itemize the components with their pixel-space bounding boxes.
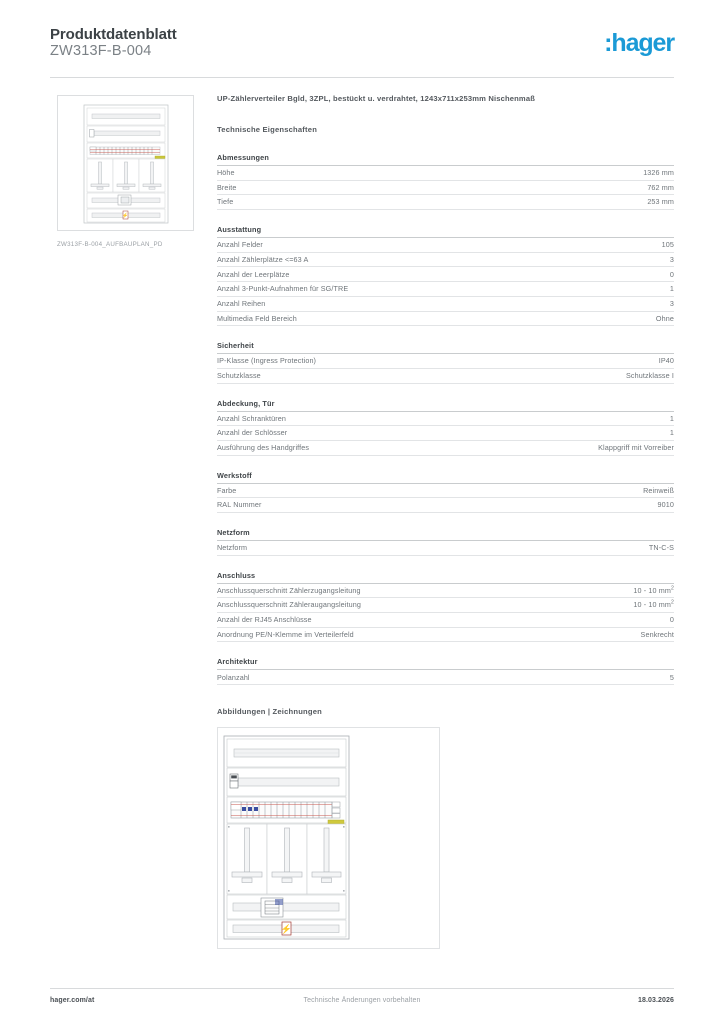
spec-value (633, 601, 674, 609)
spec-label: Anzahl Reihen (217, 298, 266, 308)
spec-value: 3 (669, 298, 674, 308)
spec-row (217, 354, 674, 369)
spec-label: Polanzahl (217, 672, 250, 682)
spec-section (217, 153, 674, 210)
page-header (50, 26, 674, 72)
spec-value: 1 (669, 428, 674, 438)
figure-drawing-svg (218, 728, 439, 948)
spec-row (217, 253, 674, 268)
spec-value-superscript: 2 (670, 600, 674, 607)
spec-label: Anzahl der Leerplätze (217, 269, 290, 279)
page-footer (50, 997, 674, 1011)
spec-label: Netzform (217, 543, 248, 553)
svg-text:⚡: ⚡ (280, 924, 293, 935)
spec-row (217, 628, 674, 643)
thumbnail-caption: ZW313F-B-004_AUFBAUPLAN_PD (57, 241, 163, 248)
spec-row (217, 484, 674, 499)
product-description: UP-Zählerverteiler Bgld, 3ZPL, bestückt u. verdrahtet, 1243x711x253mm Nischenmaß (217, 94, 535, 103)
spec-label: Höhe (217, 168, 235, 178)
spec-label: Anzahl Felder (217, 240, 263, 250)
spec-sections (217, 153, 674, 685)
spec-row (217, 181, 674, 196)
product-thumbnail[interactable] (57, 95, 194, 231)
spec-label: Anzahl der Schlösser (217, 428, 288, 438)
spec-label: Farbe (217, 485, 237, 495)
spec-row (217, 369, 674, 384)
spec-row (217, 584, 674, 599)
spec-row (217, 267, 674, 282)
spec-section (217, 528, 674, 556)
footer-divider (50, 988, 674, 989)
figure-technical-drawing[interactable] (217, 727, 440, 949)
spec-row (217, 598, 674, 613)
spec-value: 1 (669, 413, 674, 423)
spec-label: Anzahl Schranktüren (217, 413, 287, 423)
figures-heading: Abbildungen | Zeichnungen (217, 707, 322, 717)
spec-section (217, 341, 674, 383)
section-title: Abmessungen (217, 153, 674, 166)
spec-value: 5 (669, 672, 674, 682)
spec-value: 1 (669, 284, 674, 294)
section-title: Architektur (217, 657, 674, 670)
spec-row (217, 412, 674, 427)
spec-label: Anschlussquerschnitt Zähleraugangsleitung (217, 600, 361, 610)
spec-value: IP40 (658, 356, 674, 366)
spec-label: Anschlussquerschnitt Zählerzugangsleitung (217, 585, 361, 595)
spec-value: 1326 mm (643, 168, 674, 178)
spec-label: Anzahl Zählerplätze <=63 A (217, 254, 309, 264)
section-title: Werkstoff (217, 471, 674, 484)
hager-logo (604, 30, 674, 56)
spec-label: Multimedia Feld Bereich (217, 313, 297, 323)
spec-value-text: 10 - 10 mm (633, 585, 671, 595)
section-title: Netzform (217, 528, 674, 541)
spec-label: Schutzklasse (217, 370, 261, 380)
footer-website[interactable]: hager.com/at (50, 997, 95, 1004)
spec-row (217, 441, 674, 456)
spec-row (217, 282, 674, 297)
spec-section (217, 657, 674, 685)
section-title: Anschluss (217, 571, 674, 584)
spec-label: Anordnung PE/N-Klemme im Verteilerfeld (217, 629, 354, 639)
spec-label: IP-Klasse (Ingress Protection) (217, 356, 317, 366)
product-code-subtitle: ZW313F-B-004 (50, 43, 152, 59)
spec-row (217, 613, 674, 628)
spec-section (217, 225, 674, 326)
page-title: Produktdatenblatt (50, 26, 177, 43)
spec-section (217, 571, 674, 643)
spec-value-text: 10 - 10 mm (633, 600, 671, 610)
spec-value: Schutzklasse I (625, 370, 674, 380)
spec-row (217, 195, 674, 210)
spec-row (217, 498, 674, 513)
svg-text:⚡: ⚡ (122, 213, 129, 220)
spec-row (217, 312, 674, 327)
logo-colon-icon: : (604, 29, 612, 57)
spec-row (217, 238, 674, 253)
spec-value: 9010 (657, 500, 674, 510)
spec-section (217, 471, 674, 513)
section-title: Abdeckung, Tür (217, 399, 674, 412)
technical-properties-heading: Technische Eigenschaften (217, 125, 318, 134)
footer-disclaimer: Technische Änderungen vorbehalten (303, 997, 421, 1004)
spec-value: Reinweiß (643, 485, 674, 495)
spec-value: 0 (669, 615, 674, 625)
header-divider (50, 77, 674, 78)
spec-value: Ohne (655, 313, 674, 323)
spec-row (217, 541, 674, 556)
section-title: Sicherheit (217, 341, 674, 354)
spec-value (633, 587, 674, 595)
spec-section (217, 399, 674, 456)
spec-label: Tiefe (217, 197, 234, 207)
spec-row (217, 426, 674, 441)
section-title: Ausstattung (217, 225, 674, 238)
spec-value: 3 (669, 254, 674, 264)
spec-row (217, 670, 674, 685)
spec-value: 253 mm (647, 197, 674, 207)
spec-label: Breite (217, 182, 237, 192)
spec-value: 762 mm (647, 182, 674, 192)
spec-label: RAL Nummer (217, 500, 262, 510)
spec-row (217, 297, 674, 312)
spec-value: Senkrecht (640, 629, 674, 639)
spec-value: 0 (669, 269, 674, 279)
spec-label: Ausführung des Handgriffes (217, 443, 310, 453)
spec-label: Anzahl der RJ45 Anschlüsse (217, 615, 312, 625)
logo-wordmark: hager (611, 29, 674, 57)
spec-value: 105 (661, 240, 674, 250)
spec-label: Anzahl 3-Punkt-Aufnahmen für SG/TRE (217, 284, 349, 294)
spec-value: TN-C-S (648, 543, 674, 553)
spec-value-superscript: 2 (670, 585, 674, 592)
main-content (217, 93, 674, 949)
footer-date: 18.03.2026 (637, 997, 674, 1004)
thumbnail-technical-drawing (58, 96, 193, 230)
spec-value: Klappgriff mit Vorreiber (598, 443, 674, 453)
spec-row (217, 166, 674, 181)
